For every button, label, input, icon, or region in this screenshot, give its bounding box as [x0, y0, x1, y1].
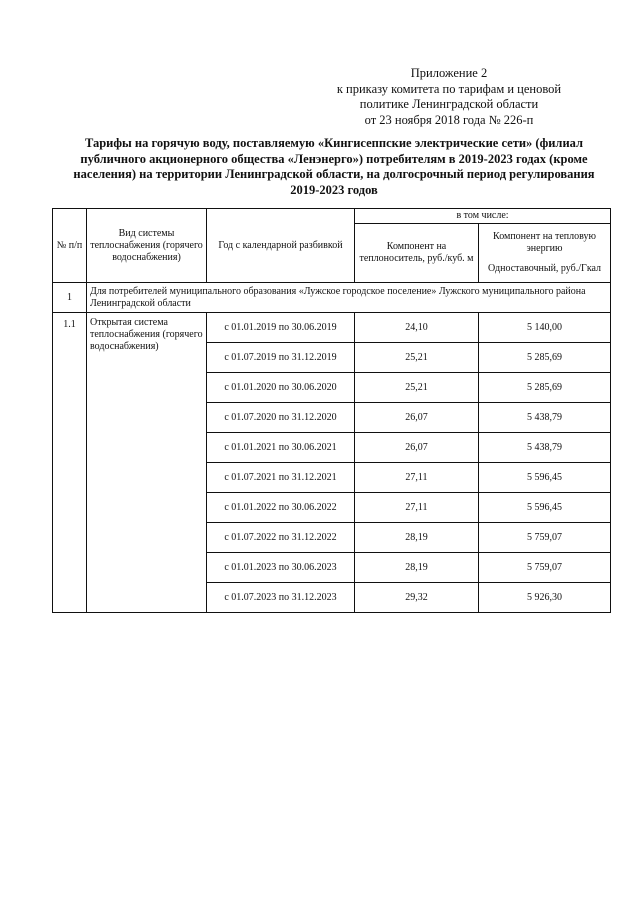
header-energy-title: Компонент на тепловую энергию	[493, 231, 596, 254]
tariff-table	[52, 208, 611, 613]
header-year: Год с календарной разбивкой	[207, 209, 355, 283]
group-num: 1	[53, 283, 87, 313]
energy-price-cell: 5 438,79	[479, 403, 611, 433]
energy-price-cell: 5 926,30	[479, 583, 611, 613]
period-cell: с 01.01.2019 по 30.06.2019	[207, 313, 355, 343]
item-system: Открытая система теплоснабжения (горячего водоснабжения)	[87, 313, 207, 613]
energy-price-cell: 5 285,69	[479, 343, 611, 373]
energy-price-cell: 5 596,45	[479, 493, 611, 523]
period-cell: с 01.07.2020 по 31.12.2020	[207, 403, 355, 433]
header-including: в том числе:	[355, 209, 611, 224]
carrier-price-cell: 27,11	[355, 493, 479, 523]
energy-price-cell: 5 438,79	[479, 433, 611, 463]
energy-price-cell: 5 285,69	[479, 373, 611, 403]
carrier-price-cell: 24,10	[355, 313, 479, 343]
carrier-price-cell: 27,11	[355, 463, 479, 493]
header-system: Вид системы теплоснабжения (горячего водоснабжения)	[87, 209, 207, 283]
period-cell: с 01.01.2022 по 30.06.2022	[207, 493, 355, 523]
appendix-line-3: политике Ленинградской области	[359, 97, 539, 111]
period-cell: с 01.07.2022 по 31.12.2022	[207, 523, 355, 553]
header-row-top	[53, 209, 611, 224]
carrier-price-cell: 25,21	[355, 343, 479, 373]
table-row	[53, 313, 611, 343]
header-num: № п/п	[53, 209, 87, 283]
group-row	[53, 283, 611, 313]
period-cell: с 01.07.2019 по 31.12.2019	[207, 343, 355, 373]
carrier-price-cell: 29,32	[355, 583, 479, 613]
energy-price-cell: 5 759,07	[479, 553, 611, 583]
carrier-price-cell: 25,21	[355, 373, 479, 403]
period-cell: с 01.01.2020 по 30.06.2020	[207, 373, 355, 403]
carrier-price-cell: 26,07	[355, 433, 479, 463]
group-text: Для потребителей муниципального образования «Лужское городское поселение» Лужского муниципального района Ленинградской области	[87, 283, 611, 313]
period-cell: с 01.01.2023 по 30.06.2023	[207, 553, 355, 583]
carrier-price-cell: 28,19	[355, 523, 479, 553]
appendix-block	[324, 66, 574, 128]
document-title: Тарифы на горячую воду, поставляемую «Кингисеппские электрические сети» (филиал публичного акционерного общества «Ленэнерго») потребителям в 2019-2023 годах (кроме населения) на территории Ленинградской области, на долгосрочный период регулирования 2019-2023 годов	[73, 136, 595, 197]
header-carrier: Компонент на теплоноситель, руб./куб. м	[355, 224, 479, 283]
header-energy	[479, 224, 611, 283]
appendix-line-4: от 23 ноября 2018 года № 226-п	[364, 112, 534, 127]
header-energy-unit: Одноставочный, руб./Гкал	[487, 263, 602, 274]
period-cell: с 01.07.2021 по 31.12.2021	[207, 463, 355, 493]
period-cell: с 01.01.2021 по 30.06.2021	[207, 433, 355, 463]
item-num-text: 1.1	[63, 319, 76, 330]
item-num	[53, 313, 87, 613]
energy-price-cell: 5 140,00	[479, 313, 611, 343]
carrier-price-cell: 26,07	[355, 403, 479, 433]
energy-price-cell: 5 759,07	[479, 523, 611, 553]
appendix-line-2: к приказу комитета по тарифам и ценовой	[336, 81, 562, 96]
appendix-line-1: Приложение 2	[410, 66, 488, 80]
period-cell: с 01.07.2023 по 31.12.2023	[207, 583, 355, 613]
carrier-price-cell: 28,19	[355, 553, 479, 583]
energy-price-cell: 5 596,45	[479, 463, 611, 493]
